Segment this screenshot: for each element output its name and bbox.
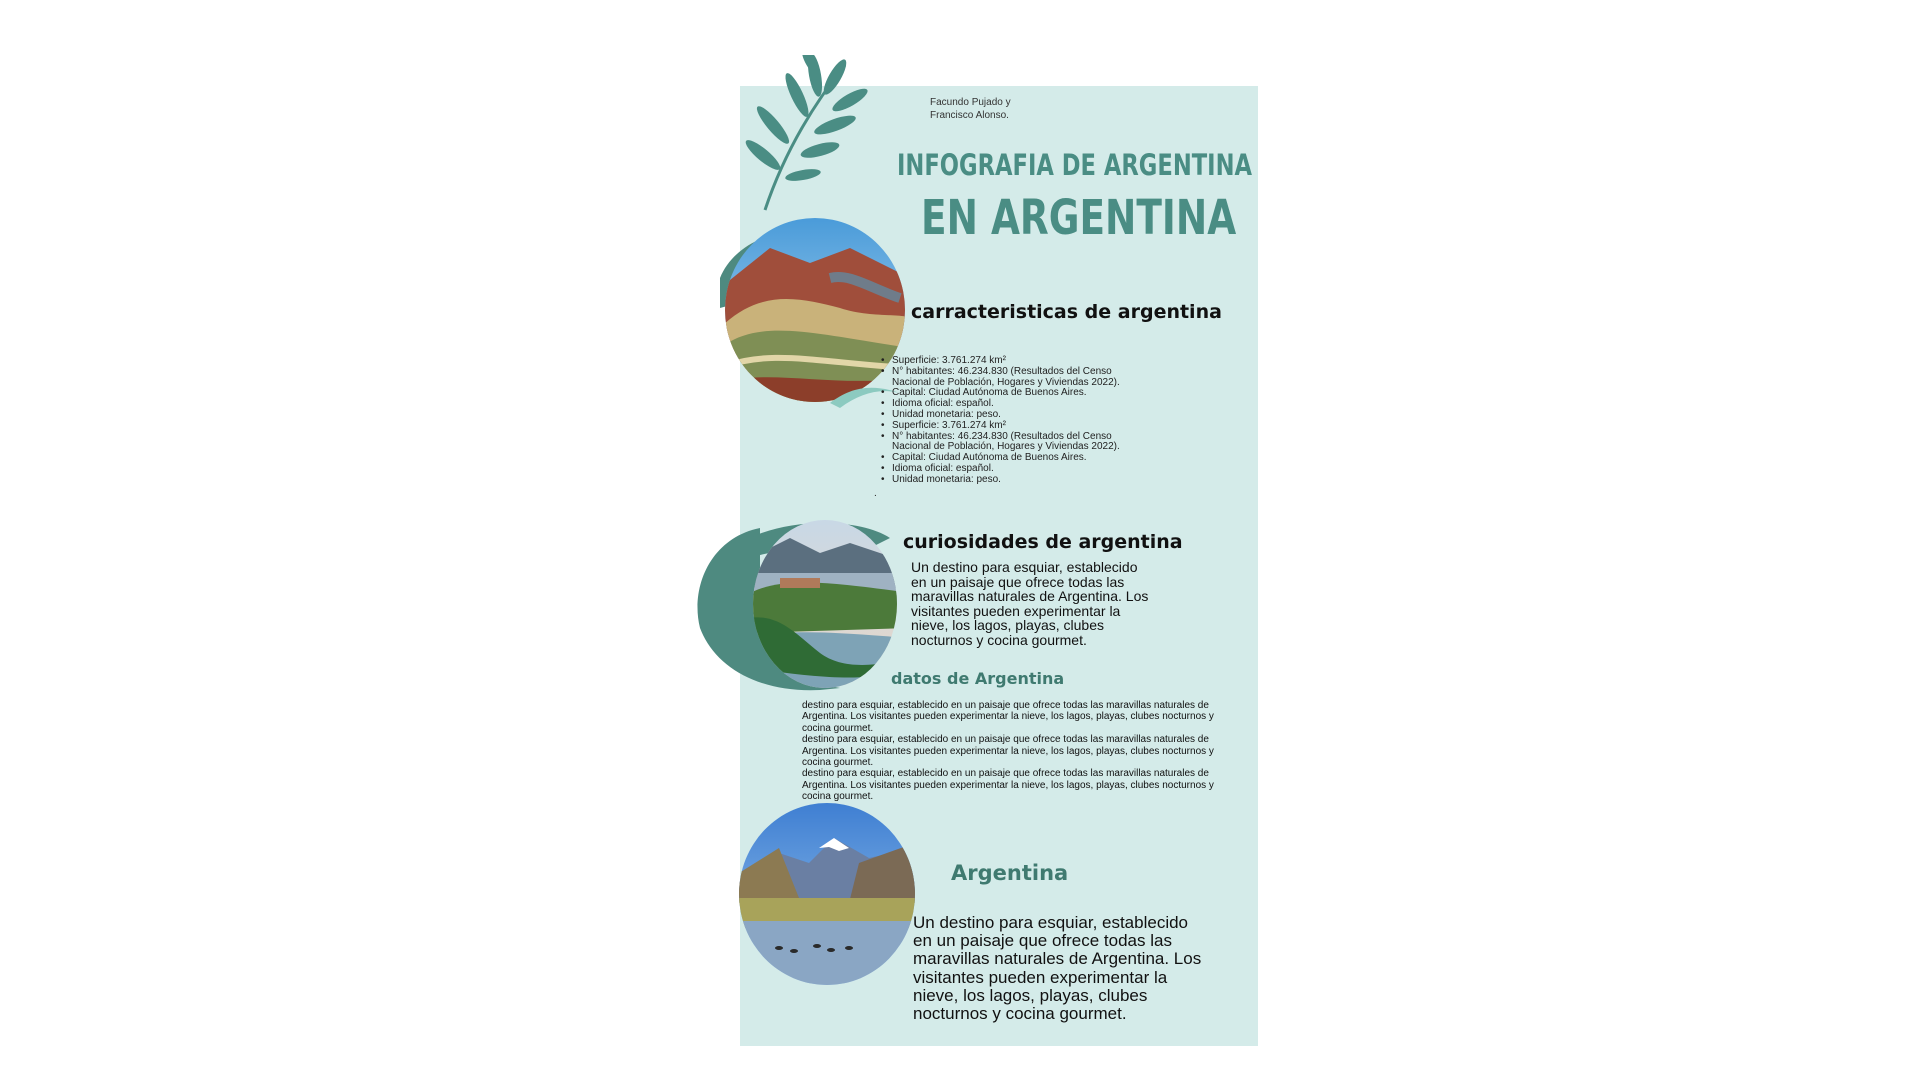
section-1-image	[700, 218, 910, 413]
datos-text	[802, 700, 1236, 803]
title-line-1: INFOGRAFIA DE ARGENTINA	[897, 148, 1253, 182]
list-item: • Superficie: 3.761.274 km²	[880, 421, 1130, 432]
heading-curiosidades: curiosidades de argentina	[903, 531, 1183, 553]
authors	[930, 96, 1070, 122]
list-item: • Unidad monetaria: peso.	[880, 410, 1130, 421]
datos-paragraph: destino para esquiar, establecido en un paisaje que ofrece todas las maravillas naturales de Argentina. Los visitantes pueden experimentar la nieve, los lagos, playas, clubes nocturnos y cocina gourmet.	[802, 734, 1214, 769]
list-item: • Unidad monetaria: peso.	[880, 475, 1130, 486]
heading-datos: datos de Argentina	[891, 669, 1065, 688]
curiosidades-text: Un destino para esquiar, establecido en un paisaje que ofrece todas las maravillas naturales de Argentina. Los visitantes pueden experimentar la nieve, los lagos, playas, clubes nocturnos y cocina gourmet.	[911, 559, 1149, 648]
heading-argentina: Argentina	[951, 861, 1069, 885]
datos-paragraph: destino para esquiar, establecido en un paisaje que ofrece todas las maravillas naturales de Argentina. Los visitantes pueden experimentar la nieve, los lagos, playas, clubes nocturnos y cocina gourmet.	[802, 768, 1214, 803]
title-line-2: EN ARGENTINA	[921, 190, 1237, 246]
list-item: • Capital: Ciudad Autónoma de Buenos Aires.	[880, 388, 1130, 399]
andes-lake-photo	[739, 803, 915, 985]
section-3-image	[739, 803, 915, 985]
list-item: • Capital: Ciudad Autónoma de Buenos Aires.	[880, 453, 1130, 464]
mountains-photo	[700, 218, 910, 413]
section-2-image	[690, 518, 910, 696]
list-item: • Idioma oficial: español.	[880, 399, 1130, 410]
author-line-2: Francisco Alonso.	[930, 110, 1009, 121]
datos-paragraph: destino para esquiar, establecido en un paisaje que ofrece todas las maravillas naturales de Argentina. Los visitantes pueden experimentar la nieve, los lagos, playas, clubes nocturnos y cocina gourmet.	[802, 700, 1214, 734]
list-item: • N° habitantes: 46.234.830 (Resultados del Censo Nacional de Población, Hogares y Viviendas 2022).	[880, 367, 1130, 389]
list-item: • Superficie: 3.761.274 km²	[880, 356, 1130, 367]
list-item: • N° habitantes: 46.234.830 (Resultados del Censo Nacional de Población, Hogares y Viviendas 2022).	[880, 432, 1130, 454]
lake-photo	[690, 518, 910, 696]
trailing-dot: .	[874, 488, 877, 499]
heading-caracteristicas: carracteristicas de argentina	[911, 301, 1222, 323]
facts-list	[880, 356, 1130, 486]
argentina-text: Un destino para esquiar, establecido en un paisaje que ofrece todas las maravillas naturales de Argentina. Los visitantes pueden experimentar la nieve, los lagos, playas, clubes nocturnos y cocina gourmet.	[913, 913, 1202, 1024]
author-line-1: Facundo Pujado y	[930, 97, 1011, 108]
leaf-branch-icon	[735, 55, 870, 215]
list-item: • Idioma oficial: español.	[880, 464, 1130, 475]
